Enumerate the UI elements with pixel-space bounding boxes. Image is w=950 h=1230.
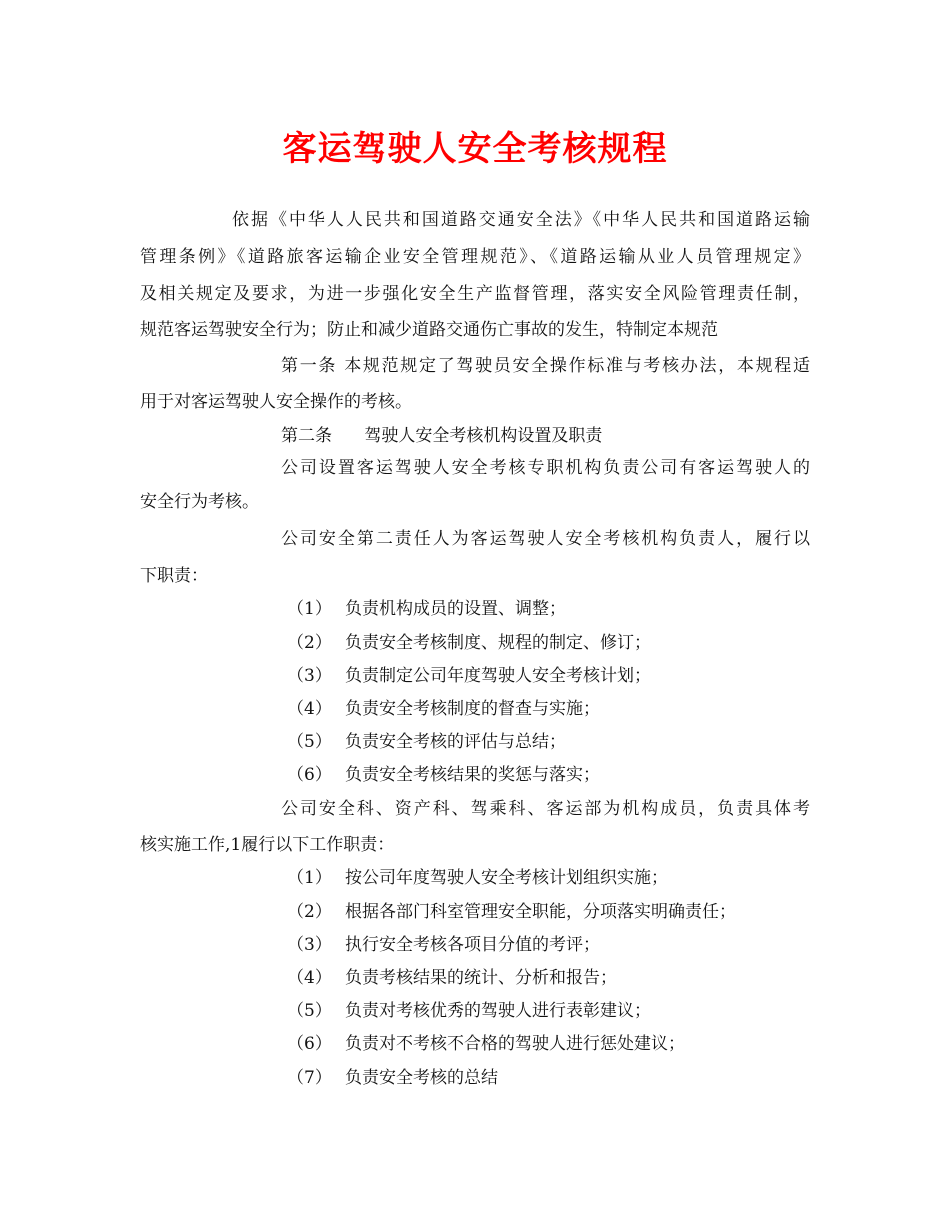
list-item-text: 负责安全考核的总结 <box>345 1068 498 1088</box>
paragraph-line: 公司安全第二责任人为客运驾驶人安全考核机构负责人，履行以 <box>281 529 810 549</box>
article-2-heading: 第二条 驾驶人安全考核机构设置及职责 <box>281 426 603 446</box>
paragraph-line: 公司安全科、资产科、驾乘科、客运部为机构成员，负责具体考 <box>281 799 810 819</box>
list-item-text: 负责机构成员的设置、调整； <box>345 599 566 619</box>
list-item-text: 负责安全考核结果的奖惩与落实； <box>345 765 600 785</box>
list-item-number: （3） <box>287 666 332 686</box>
list-item-text: 负责安全考核制度的督查与实施； <box>345 699 600 719</box>
intro-line: 管理条例》《道路旅客运输企业安全管理规范》、《道路运输从业人员管理规定》 <box>140 247 810 267</box>
list-item-text: 负责考核结果的统计、分析和报告； <box>345 968 617 988</box>
list-item-number: （4） <box>287 968 332 988</box>
article-1-line: 用于对客运驾驶人安全操作的考核。 <box>140 392 412 412</box>
list-item-number: （5） <box>287 1001 332 1021</box>
list-item-number: （6） <box>287 1034 332 1054</box>
list-item-number: （6） <box>287 765 332 785</box>
list-item-number: （5） <box>287 732 332 752</box>
paragraph-line: 公司设置客运驾驶人安全考核专职机构负责公司有客运驾驶人的 <box>281 458 810 478</box>
list-item-number: （3） <box>287 935 332 955</box>
list-item-text: 执行安全考核各项目分值的考评； <box>345 935 600 955</box>
list-item-number: （1） <box>287 599 332 619</box>
list-item-text: 根据各部门科室管理安全职能，分项落实明确责任； <box>345 902 736 922</box>
paragraph-line: 核实施工作,1履行以下工作职责： <box>140 835 395 855</box>
paragraph-line: 下职责： <box>140 566 208 586</box>
document-title: 客运驾驶人安全考核规程 <box>282 129 668 169</box>
intro-line: 规范客运驾驶安全行为；防止和减少道路交通伤亡事故的发生，特制定本规范 <box>140 320 718 340</box>
list-item-number: （7） <box>287 1068 332 1088</box>
intro-line: 依据《中华人人民共和国道路交通安全法》《中华人民共和国道路运输 <box>232 210 810 230</box>
list-item-text: 负责安全考核制度、规程的制定、修订； <box>345 633 651 653</box>
article-1-line: 第一条 本规范规定了驾驶员安全操作标准与考核办法，本规程适 <box>281 356 810 376</box>
list-item-number: （2） <box>287 633 332 653</box>
list-item-text: 负责对不考核不合格的驾驶人进行惩处建议； <box>345 1034 685 1054</box>
intro-line: 及相关规定及要求，为进一步强化安全生产监督管理，落实安全风险管理责任制， <box>140 284 810 304</box>
list-item-text: 负责安全考核的评估与总结； <box>345 732 566 752</box>
paragraph-line: 安全行为考核。 <box>140 492 259 512</box>
list-item-number: （4） <box>287 699 332 719</box>
list-item-text: 负责制定公司年度驾驶人安全考核计划； <box>345 666 651 686</box>
list-item-text: 按公司年度驾驶人安全考核计划组织实施； <box>345 868 668 888</box>
list-item-text: 负责对考核优秀的驾驶人进行表彰建议； <box>345 1001 651 1021</box>
list-item-number: （1） <box>287 868 332 888</box>
list-item-number: （2） <box>287 902 332 922</box>
